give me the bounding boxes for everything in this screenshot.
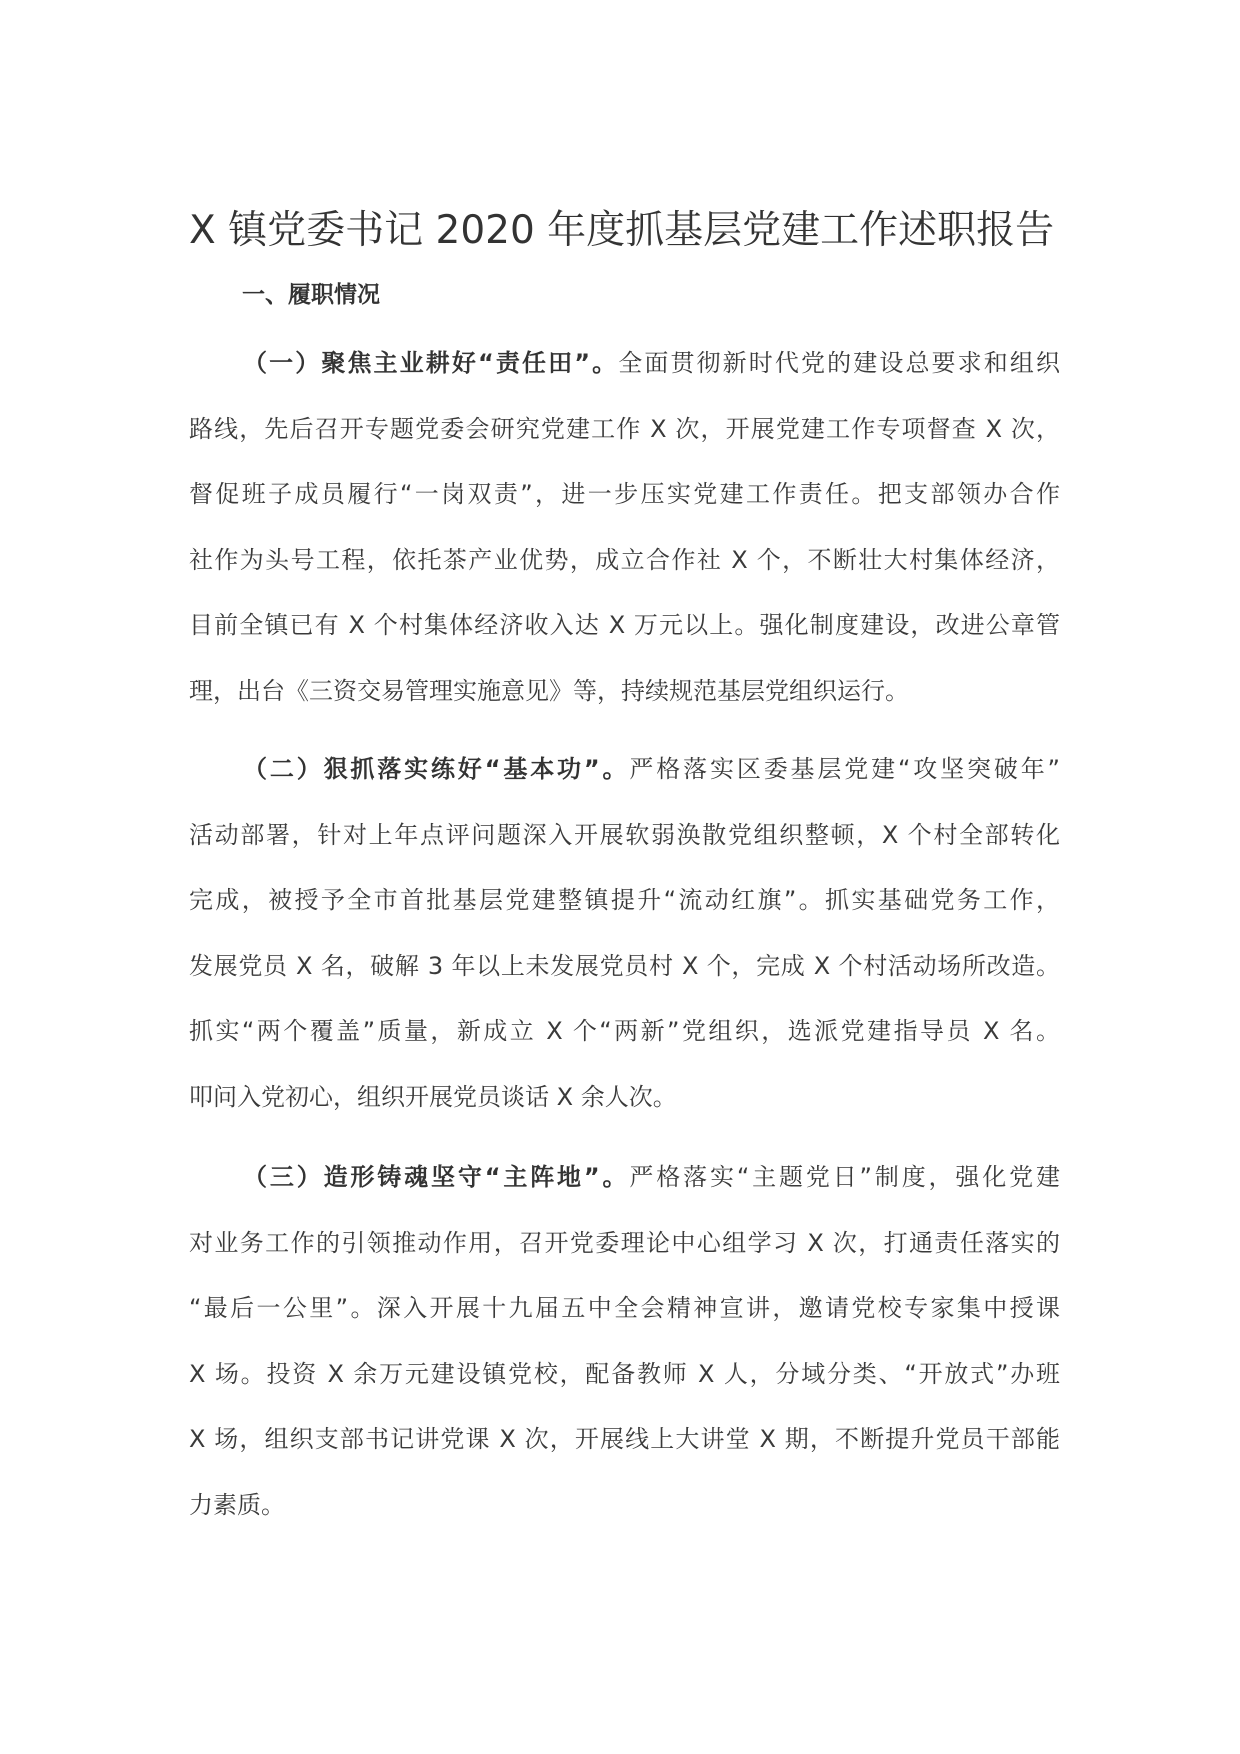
- paragraph-line: 社作为头号工程，依托茶产业优势，成立合作社 X 个，不断壮大村集体经济，: [189, 545, 1060, 574]
- paragraph-line: 抓实“两个覆盖”质量，新成立 X 个“两新”党组织，选派党建指导员 X 名。: [189, 1017, 1060, 1045]
- paragraph-text: 严格落实“主题党日”制度，强化党建: [629, 1163, 1060, 1191]
- document-title: X 镇党委书记 2020 年度抓基层党建工作述职报告: [189, 208, 1055, 253]
- paragraph-line: X 场，组织支部书记讲党课 X 次，开展线上大讲堂 X 期，不断提升党员干部能: [189, 1425, 1060, 1453]
- paragraph-line: 对业务工作的引领推动作用，召开党委理论中心组学习 X 次，打通责任落实的: [189, 1228, 1060, 1257]
- paragraph-text: 严格落实区委基层党建“攻坚突破年”: [629, 755, 1060, 783]
- paragraph-3: [189, 1160, 1060, 1553]
- paragraph-lead: （三）造形铸魂坚守“主阵地”。: [243, 1163, 630, 1191]
- paragraph-lead: （一）聚焦主业耕好“责任田”。: [243, 349, 619, 377]
- paragraph-lead: （二）狠抓落实练好“基本功”。: [243, 755, 630, 783]
- paragraph-line: 发展党员 X 名，破解 3 年以上未发展党员村 X 个，完成 X 个村活动场所改造。: [189, 951, 1060, 980]
- section-heading: 一、履职情况: [242, 282, 380, 308]
- paragraph-line: 叩问入党初心，组织开展党员谈话 X 余人次。: [189, 1082, 677, 1111]
- paragraph-line: “最后一公里”。深入开展十九届五中全会精神宣讲，邀请党校专家集中授课: [189, 1294, 1060, 1322]
- paragraph-line: 完成，被授予全市首批基层党建整镇提升“流动红旗”。抓实基础党务工作，: [189, 886, 1060, 914]
- paragraph-line: 理，出台《三资交易管理实施意见》等，持续规范基层党组织运行。: [189, 676, 909, 705]
- paragraph-line: 目前全镇已有 X 个村集体经济收入达 X 万元以上。强化制度建设，改进公章管: [189, 611, 1060, 639]
- paragraph-line: [189, 752, 1060, 818]
- paragraph-line: [189, 346, 1060, 412]
- paragraph-line: 督促班子成员履行“一岗双责”，进一步压实党建工作责任。把支部领办合作: [189, 480, 1060, 508]
- paragraph-line: [189, 1160, 1060, 1226]
- paragraph-text: 全面贯彻新时代党的建设总要求和组织: [618, 349, 1060, 377]
- paragraph-line: X 场。投资 X 余万元建设镇党校，配备教师 X 人，分域分类、“开放式”办班: [189, 1359, 1060, 1388]
- paragraph-line: 路线，先后召开专题党委会研究党建工作 X 次，开展党建工作专项督查 X 次，: [189, 414, 1060, 443]
- paragraph-2: [189, 752, 1060, 1145]
- paragraph-1: [189, 346, 1060, 739]
- paragraph-line: 活动部署，针对上年点评问题深入开展软弱涣散党组织整顿，X 个村全部转化: [189, 820, 1060, 849]
- paragraph-line: 力素质。: [189, 1490, 285, 1519]
